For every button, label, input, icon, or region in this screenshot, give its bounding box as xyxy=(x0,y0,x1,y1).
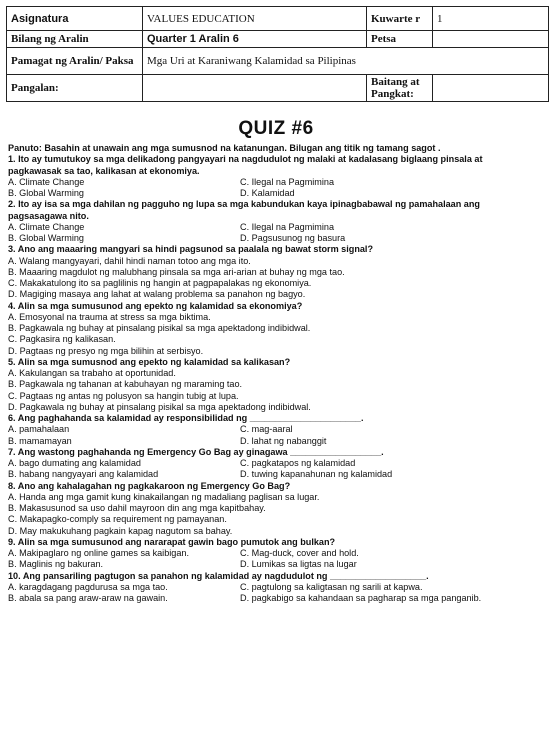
choice-row xyxy=(8,188,548,199)
answer-choice[interactable]: B. mamamayan xyxy=(8,435,72,446)
pangalan-field[interactable] xyxy=(143,75,367,102)
question-block xyxy=(8,357,548,413)
question-block xyxy=(8,301,548,357)
question-text: pagsasagawa nito. xyxy=(8,210,89,221)
choice-row xyxy=(8,458,548,469)
answer-choice[interactable]: C. Makakatulong ito sa paglilinis ng hangin at pagpapalakas ng ekonomiya. xyxy=(8,278,312,288)
answer-choice[interactable]: C. Ilegal na Pagmimina xyxy=(240,176,335,187)
question-block xyxy=(8,571,548,605)
answer-choice[interactable]: A. Walang mangyayari, dahil hindi naman totoo ang mga ito. xyxy=(8,255,251,266)
choice-row xyxy=(8,582,548,593)
answer-choice[interactable]: B. Pagkawala ng tahanan at kabuhayan ng maraming tao. xyxy=(8,379,243,390)
question-text: 3. Ano ang maaaring mangyari sa hindi pagsunod sa paalala ng bawat storm signal? xyxy=(8,244,374,255)
question-text: 8. Ano ang kahalagahan ng pagkakaroon ng Emergency Go Bag? xyxy=(8,480,291,491)
petsa-field[interactable] xyxy=(433,31,549,48)
baitang-field[interactable] xyxy=(433,75,549,102)
question-block xyxy=(8,413,548,447)
answer-choice[interactable]: A. Climate Change xyxy=(8,176,85,187)
question-text: pagkawasak sa tao, kalikasan at ekonomiya. xyxy=(8,165,200,176)
answer-choice[interactable]: C. Mag-duck, cover and hold. xyxy=(240,548,359,558)
answer-choice[interactable]: A. bago dumating ang kalamidad xyxy=(8,458,141,468)
baitang-label: Baitang at Pangkat: xyxy=(367,75,433,102)
answer-choice[interactable]: C. mag-aaral xyxy=(240,424,293,435)
quiz-title: QUIZ #6 xyxy=(238,118,314,139)
choice-row xyxy=(8,424,548,435)
answer-choice[interactable]: D. Pagkawala ng buhay at pinsalang pisikal sa mga apektadong indibidwal. xyxy=(8,401,311,412)
choice-row xyxy=(8,436,548,447)
lesson-header-table xyxy=(6,6,549,102)
question-text: 6. Ang paghahanda sa kalamidad ay responsibilidad ng ______________________. xyxy=(8,413,364,423)
question-block xyxy=(8,447,548,481)
choice-row xyxy=(8,233,548,244)
answer-choice[interactable]: B. Maglinis ng bakuran. xyxy=(8,559,104,570)
pamagat-label: Pamagat ng Aralin/ Paksa xyxy=(7,48,143,75)
answer-choice[interactable]: C. pagtulong sa kaligtasan ng sarili at kapwa. xyxy=(240,581,423,592)
question-list xyxy=(8,154,548,604)
answer-choice[interactable]: D. pagkabigo sa kahandaan sa pagharap sa mga panganib. xyxy=(240,593,482,603)
pamagat-value: Mga Uri at Karaniwang Kalamidad sa Pilipinas xyxy=(143,48,549,75)
answer-choice[interactable]: A. Emosyonal na trauma at stress sa mga biktima. xyxy=(8,311,211,322)
choice-row xyxy=(8,469,548,480)
answer-choice[interactable]: D. Kalamidad xyxy=(240,188,295,198)
answer-choice[interactable]: C. Pagtaas ng antas ng polusyon sa hangin tubig at lupa. xyxy=(8,390,239,401)
question-block xyxy=(8,481,548,537)
choice-row xyxy=(8,559,548,570)
answer-choice[interactable]: A. karagdagang pagdurusa sa mga tao. xyxy=(8,581,168,592)
answer-choice[interactable]: C. Makapagko-comply sa requirement ng pamayanan. xyxy=(8,514,227,525)
choice-row xyxy=(8,222,548,233)
answer-choice[interactable]: B. Makasusunod sa uso dahil mayroon din ang mga kapitbahay. xyxy=(8,503,266,513)
answer-choice[interactable]: D. tuwing kapanahunan ng kalamidad xyxy=(240,469,393,480)
bilang-label: Bilang ng Aralin xyxy=(7,31,143,48)
question-block xyxy=(8,244,548,300)
answer-choice[interactable]: D. Pagtaas ng presyo ng mga bilihin at serbisyo. xyxy=(8,345,204,356)
answer-choice[interactable]: C. Ilegal na Pagmimina xyxy=(240,221,335,232)
choice-row xyxy=(8,548,548,559)
kuwarter-label: Kuwarte r xyxy=(367,7,433,31)
answer-choice[interactable]: A. Climate Change xyxy=(8,221,85,232)
answer-choice[interactable]: D. Magiging masaya ang lahat at walang problema sa panahon ng bagyo. xyxy=(8,289,306,300)
answer-choice[interactable]: C. Pagkasira ng kalikasan. xyxy=(8,334,116,345)
question-text: 9. Alin sa mga sumusunod ang nararapat gawin bago pumutok ang bulkan? xyxy=(8,536,336,547)
choice-row xyxy=(8,593,548,604)
question-text: 2. Ito ay isa sa mga dahilan ng pagguho ng lupa sa mga kabundukan kaya ipinagbabawal ng pamahalaan ang xyxy=(8,199,480,210)
answer-choice[interactable]: B. Maaaring magdulot ng malubhang pinsala sa mga ari-arian at buhay ng mga tao. xyxy=(8,266,345,277)
answer-choice[interactable]: A. Makipaglaro ng online games sa kaibigan. xyxy=(8,548,189,558)
bilang-value: Quarter 1 Aralin 6 xyxy=(143,31,367,48)
kuwarter-value: 1 xyxy=(433,7,549,31)
pangalan-label: Pangalan: xyxy=(7,75,143,102)
question-block xyxy=(8,154,548,199)
question-text: 4. Alin sa mga sumusunod ang epekto ng kalamidad sa ekonomiya? xyxy=(8,300,303,311)
question-text: 7. Ang wastong paghahanda ng Emergency Go Bag ay ginagawa __________________. xyxy=(8,446,384,457)
answer-choice[interactable]: B. abala sa pang araw-araw na gawain. xyxy=(8,593,168,603)
question-text: 1. Ito ay tumutukoy sa mga delikadong pangyayari na nagdudulot ng malaki at kadalasang biglaang pinsala at xyxy=(8,154,483,165)
question-text: 5. Alin sa mga sumusnod ang epekto ng kalamidad sa kalikasan? xyxy=(8,356,291,367)
question-block xyxy=(8,537,548,571)
answer-choice[interactable]: D. May makukuhang pagkain kapag nagutom sa bahay. xyxy=(8,525,233,536)
quiz-instructions: Panuto: Basahin at unawain ang mga sumusnod na katanungan. Bilugan ang titik ng tamang sagot . xyxy=(8,143,441,153)
answer-choice[interactable]: D. Pagsusunog ng basura xyxy=(240,233,346,243)
petsa-label: Petsa xyxy=(367,31,433,48)
answer-choice[interactable]: B. Global Warming xyxy=(8,233,84,243)
question-text: 10. Ang pansariling pagtugon sa panahon ng kalamidad ay nagdudulot ng ___________________. xyxy=(8,570,429,581)
asignatura-label: Asignatura xyxy=(7,7,143,31)
answer-choice[interactable]: B. Global Warming xyxy=(8,188,84,198)
answer-choice[interactable]: D. Lumikas sa ligtas na lugar xyxy=(240,559,357,570)
answer-choice[interactable]: A. Handa ang mga gamit kung kinakailangan ng madaliang paglisan sa lugar. xyxy=(8,491,320,502)
choice-row xyxy=(8,177,548,188)
answer-choice[interactable]: A. pamahalaan xyxy=(8,424,70,435)
answer-choice[interactable]: A. Kakulangan sa trabaho at oportunidad. xyxy=(8,368,176,378)
answer-choice[interactable]: D. lahat ng nabanggit xyxy=(240,435,327,446)
quiz-body xyxy=(8,143,548,604)
answer-choice[interactable]: B. habang nangyayari ang kalamidad xyxy=(8,469,159,480)
question-block xyxy=(8,199,548,244)
asignatura-value: VALUES EDUCATION xyxy=(143,7,367,31)
answer-choice[interactable]: C. pagkatapos ng kalamidad xyxy=(240,458,356,468)
answer-choice[interactable]: B. Pagkawala ng buhay at pinsalang pisikal sa mga apektadong indibidwal. xyxy=(8,323,311,333)
